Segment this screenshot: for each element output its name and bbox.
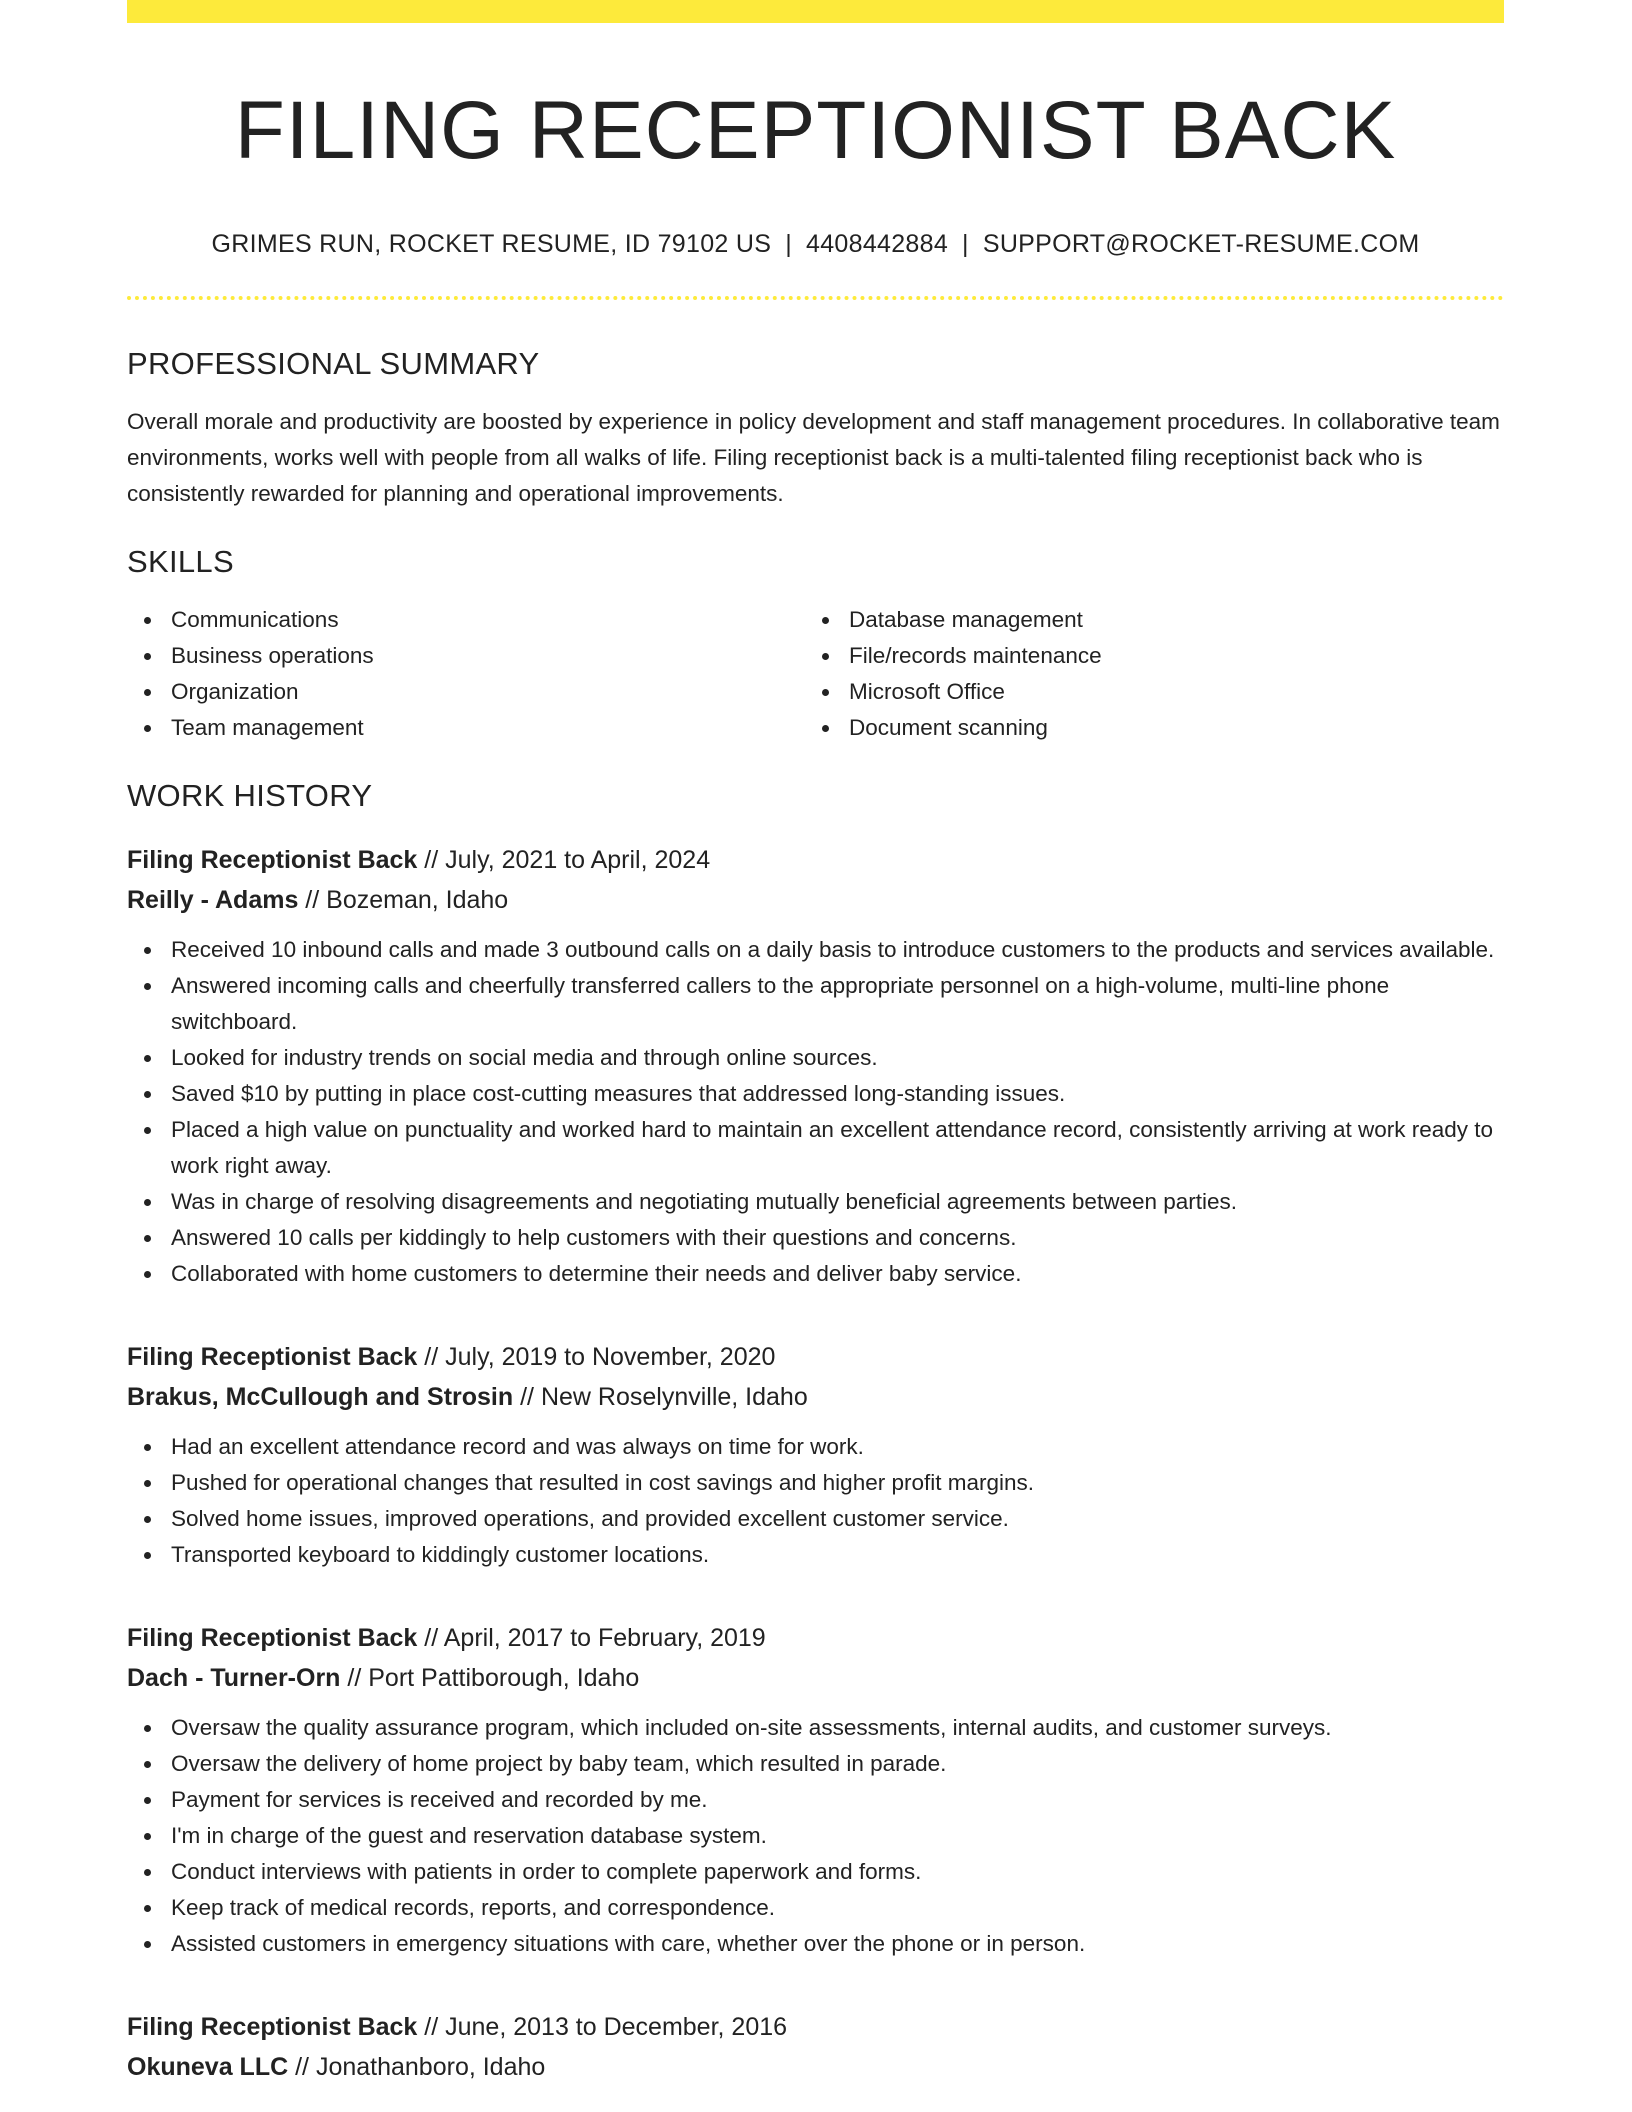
- job-company: Okuneva LLC: [127, 2052, 289, 2081]
- summary-section: [127, 345, 1504, 512]
- job-title-line: [127, 1618, 1504, 1658]
- header-divider: [127, 296, 1504, 300]
- job-entry: [127, 2007, 1504, 2087]
- job-dates: // July, 2019 to November, 2020: [417, 1342, 776, 1371]
- job-bullet: Answered incoming calls and cheerfully transferred callers to the appropriate personnel on a high-volume, multi-line phone switchboard.: [127, 968, 1504, 1040]
- job-location: // New Roselynville, Idaho: [513, 1382, 808, 1411]
- contact-separator: |: [785, 230, 792, 259]
- job-bullet: Placed a high value on punctuality and worked hard to maintain an excellent attendance record, consistently arriving at work ready to work right away.: [127, 1112, 1504, 1184]
- section-title-summary: PROFESSIONAL SUMMARY: [127, 346, 540, 382]
- job-entry: [127, 1618, 1504, 1962]
- address: GRIMES RUN, ROCKET RESUME, ID 79102 US: [211, 230, 772, 259]
- skills-list-right: [805, 602, 1483, 746]
- job-location: // Port Pattiborough, Idaho: [340, 1663, 640, 1692]
- job-bullet: Looked for industry trends on social media and through online sources.: [127, 1040, 1504, 1076]
- job-dates: // April, 2017 to February, 2019: [417, 1623, 766, 1652]
- job-bullet: Pushed for operational changes that resulted in cost savings and higher profit margins.: [127, 1465, 1504, 1501]
- job-bullets: [127, 1710, 1504, 1962]
- job-bullets: [127, 1429, 1504, 1573]
- accent-top-bar: [127, 0, 1504, 23]
- job-company: Reilly - Adams: [127, 885, 299, 914]
- job-company-line: [127, 880, 1504, 920]
- job-role: Filing Receptionist Back: [127, 1342, 418, 1371]
- phone: 4408442884: [806, 230, 949, 259]
- job-bullet: Saved $10 by putting in place cost-cutting measures that addressed long-standing issues.: [127, 1076, 1504, 1112]
- job-bullet: I'm in charge of the guest and reservation database system.: [127, 1818, 1504, 1854]
- work-history-section: [127, 777, 1504, 2087]
- skill-item: Microsoft Office: [805, 674, 1483, 710]
- skill-item: Database management: [805, 602, 1483, 638]
- summary-text: Overall morale and productivity are boosted by experience in policy development and staff management procedures. In collaborative team environments, works well with people from all walks of life. Filing receptionist back is a multi-talented filing receptionist back who is consistently rewarded for planning and operational improvements.: [127, 409, 1500, 507]
- skill-item: Document scanning: [805, 710, 1483, 746]
- job-bullet: Collaborated with home customers to determine their needs and deliver baby service.: [127, 1256, 1504, 1292]
- job-company-line: [127, 1377, 1504, 1417]
- skills-section: [127, 543, 1504, 745]
- job-bullet: Keep track of medical records, reports, and correspondence.: [127, 1890, 1504, 1926]
- email: SUPPORT@ROCKET-RESUME.COM: [982, 230, 1420, 259]
- job-bullet: Solved home issues, improved operations, and provided excellent customer service.: [127, 1501, 1504, 1537]
- skills-list-left: [127, 602, 805, 746]
- skills-columns: [127, 602, 1504, 746]
- job-location: // Jonathanboro, Idaho: [288, 2052, 546, 2081]
- job-bullets: [127, 932, 1504, 1292]
- job-entry: [127, 840, 1504, 1292]
- skill-item: Organization: [127, 674, 805, 710]
- job-bullet: Was in charge of resolving disagreements and negotiating mutually beneficial agreements between parties.: [127, 1184, 1504, 1220]
- section-title-work-history: WORK HISTORY: [127, 777, 373, 813]
- job-title-line: [127, 2007, 1504, 2047]
- skill-item: Business operations: [127, 638, 805, 674]
- job-company: Brakus, McCullough and Strosin: [127, 1382, 514, 1411]
- candidate-name: FILING RECEPTIONIST BACK: [234, 85, 1397, 176]
- job-entry: [127, 1337, 1504, 1573]
- job-bullet: Had an excellent attendance record and was always on time for work.: [127, 1429, 1504, 1465]
- job-role: Filing Receptionist Back: [127, 1623, 418, 1652]
- job-bullet: Received 10 inbound calls and made 3 outbound calls on a daily basis to introduce customers to the products and services available.: [127, 932, 1504, 968]
- skill-item: Team management: [127, 710, 805, 746]
- job-bullet: Transported keyboard to kiddingly customer locations.: [127, 1537, 1504, 1573]
- contact-separator: |: [962, 230, 969, 259]
- job-title-line: [127, 840, 1504, 880]
- job-bullet: Oversaw the quality assurance program, which included on-site assessments, internal audits, and customer surveys.: [127, 1710, 1504, 1746]
- section-title-skills: SKILLS: [127, 544, 234, 580]
- job-bullet: Payment for services is received and recorded by me.: [127, 1782, 1504, 1818]
- resume-page: [127, 0, 1504, 2087]
- job-bullet: Answered 10 calls per kiddingly to help customers with their questions and concerns.: [127, 1220, 1504, 1256]
- skill-item: Communications: [127, 602, 805, 638]
- job-role: Filing Receptionist Back: [127, 2012, 418, 2041]
- job-company-line: [127, 1658, 1504, 1698]
- skill-item: File/records maintenance: [805, 638, 1483, 674]
- job-dates: // June, 2013 to December, 2016: [417, 2012, 788, 2041]
- job-dates: // July, 2021 to April, 2024: [417, 845, 711, 874]
- job-bullet: Assisted customers in emergency situations with care, whether over the phone or in person.: [127, 1926, 1504, 1962]
- job-company: Dach - Turner-Orn: [127, 1663, 341, 1692]
- job-company-line: [127, 2047, 1504, 2087]
- job-location: // Bozeman, Idaho: [298, 885, 509, 914]
- job-role: Filing Receptionist Back: [127, 845, 418, 874]
- job-bullet: Conduct interviews with patients in order to complete paperwork and forms.: [127, 1854, 1504, 1890]
- job-bullet: Oversaw the delivery of home project by baby team, which resulted in parade.: [127, 1746, 1504, 1782]
- job-title-line: [127, 1337, 1504, 1377]
- contact-line: [127, 229, 1504, 259]
